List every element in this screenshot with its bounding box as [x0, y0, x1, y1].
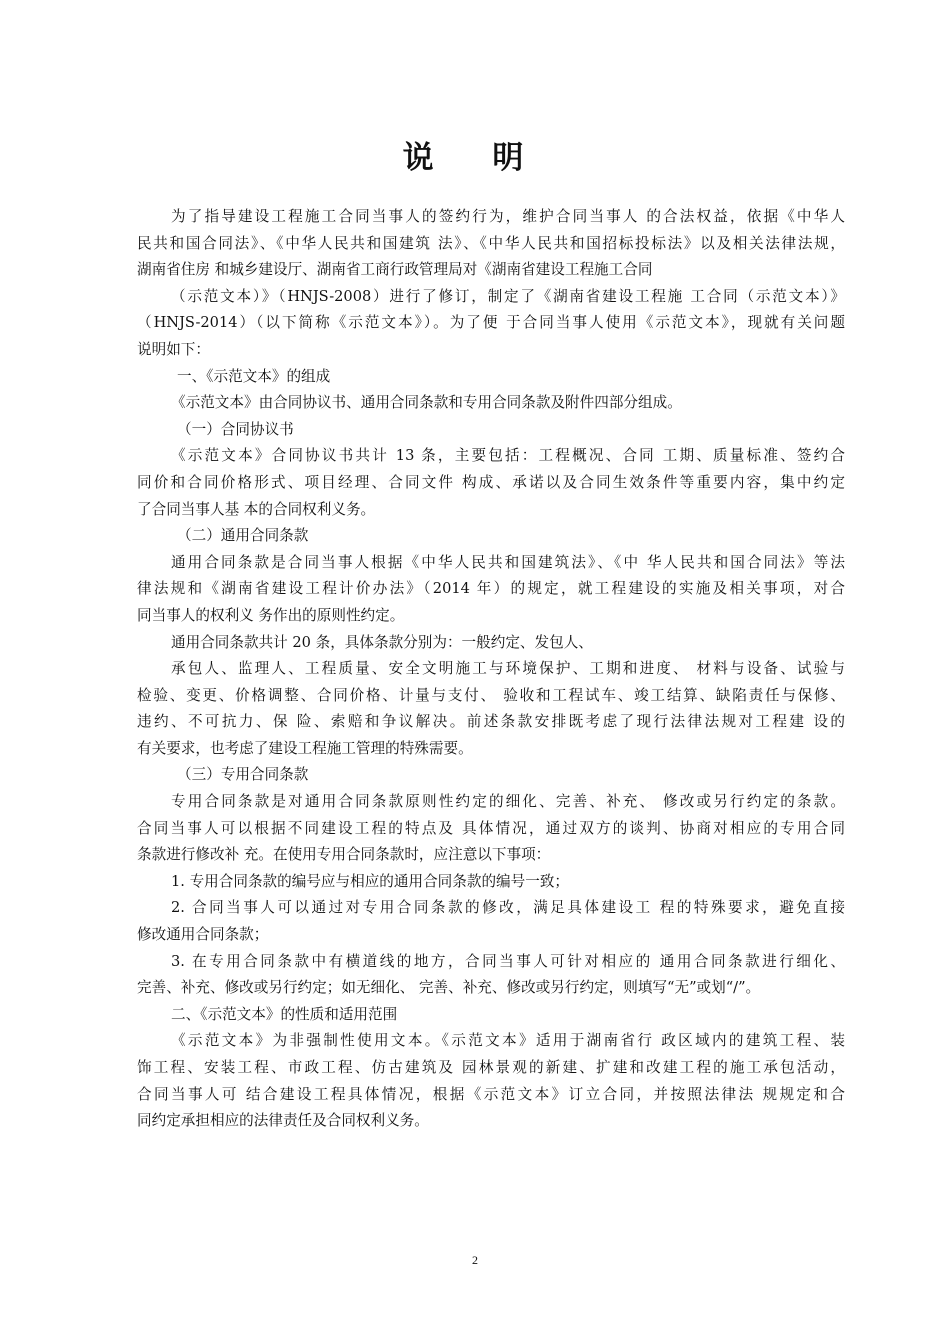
- text-line: 为了指导建设工程施工合同当事人的签约行为，维护合同当事人 的合法权益，依据《中华人: [171, 208, 845, 225]
- text-line: 同当事人的权利义 务作出的原则性约定。: [137, 606, 405, 624]
- list-item: 2. 合同当事人可以通过对专用合同条款的修改，满足具体建设工 程的特殊要求，避免直接: [171, 899, 845, 917]
- text-line: 律法规和《湖南省建设工程计价办法》（2014 年）的规定，就工程建设的实施及相关事项，对合: [137, 580, 845, 598]
- section-heading: 二、《示范文本》的性质和适用范围: [171, 1005, 398, 1023]
- text-line: 《示范文本》为非强制性使用文本。《示范文本》适用于湖南省行 政区域内的建筑工程、装: [171, 1032, 845, 1050]
- subsection-heading: （一）合同协议书: [177, 420, 294, 438]
- text-line: 检验、变更、价格调整、合同价格、计量与支付、 验收和工程试车、竣工结算、缺陷责任与保修、: [137, 686, 845, 704]
- page-number: 2: [472, 1253, 478, 1267]
- text-line: 承包人、监理人、工程质量、安全文明施工与环境保护、工期和进度、 材料与设备、试验与: [171, 660, 845, 678]
- subsection-heading: （二）通用合同条款: [177, 527, 309, 545]
- text-line: 有关要求，也考虑了建设工程施工管理的特殊需要。: [137, 739, 473, 757]
- list-item: 3. 在专用合同条款中有横道线的地方，合同当事人可针对相应的 通用合同条款进行细化、: [171, 952, 845, 970]
- text-line: 了合同当事人基 本的合同权利义务。: [137, 500, 376, 518]
- subsection-heading: （三）专用合同条款: [177, 766, 309, 784]
- text-line: 违约、不可抗力、保 险、索赔和争议解决。前述条款安排既考虑了现行法律法规对工程建 设的: [137, 713, 845, 731]
- page-title: 说 明: [402, 140, 548, 176]
- text-line: 合同当事人可 结合建设工程具体情况，根据《示范文本》订立合同，并按照法律法 规规定和合: [137, 1085, 845, 1103]
- text-line: 条款进行修改补 充。在使用专用合同条款时，应注意以下事项：: [137, 846, 551, 864]
- body-text: [137, 204, 845, 1135]
- text-line: 通用合同条款共计 20 条，具体条款分别为：一般约定、发包人、: [171, 633, 593, 651]
- text-line: （示范文本）》（HNJS-2008）进行了修订，制定了《湖南省建设工程施 工合同（示范文本）》: [171, 287, 845, 305]
- text-line: 完善、补充、修改或另行约定；如无细化、 完善、补充、修改或另行约定，则填写“无”或划“/”。: [137, 979, 761, 997]
- text-line: 合同当事人可以根据不同建设工程的特点及 具体情况，通过双方的谈判、协商对相应的专用合同: [137, 819, 845, 837]
- text-line: 同价和合同价格形式、项目经理、合同文件 构成、承诺以及合同生效条件等重要内容，集中约定: [137, 473, 845, 491]
- text-line: 《示范文本》合同协议书共计 13 条，主要包括：工程概况、合同 工期、质量标准、签约合: [171, 447, 845, 465]
- text-line: 民共和国合同法》、《中华人民共和国建筑 法》、《中华人民共和国招标投标法》以及相关法律法规，: [137, 234, 845, 252]
- text-line: 说明如下：: [137, 340, 210, 358]
- text-line: 饰工程、安装工程、市政工程、仿古建筑及 园林景观的新建、扩建和改建工程的施工承包活动，: [137, 1059, 845, 1076]
- list-item: 1. 专用合同条款的编号应与相应的通用合同条款的编号一致；: [171, 872, 570, 890]
- text-line: 《示范文本》由合同协议书、通用合同条款和专用合同条款及附件四部分组成。: [171, 394, 682, 412]
- text-line: 同约定承担相应的法律责任及合同权利义务。: [137, 1112, 429, 1130]
- text-line: 专用合同条款是对通用合同条款原则性约定的细化、完善、补充、 修改或另行约定的条款。: [171, 793, 845, 811]
- text-line: 修改通用合同条款；: [137, 926, 269, 944]
- text-line: 湖南省住房 和城乡建设厅、湖南省工商行政管理局对《湖南省建设工程施工合同: [137, 261, 653, 279]
- text-line: 通用合同条款是合同当事人根据《中华人民共和国建筑法》、《中 华人民共和国合同法》等法: [171, 553, 845, 571]
- text-line: （HNJS-2014）（以下简称《示范文本》）。为了便 于合同当事人使用《示范文本》，现就有关问题: [137, 314, 845, 332]
- section-heading: 一、《示范文本》的组成: [177, 367, 331, 385]
